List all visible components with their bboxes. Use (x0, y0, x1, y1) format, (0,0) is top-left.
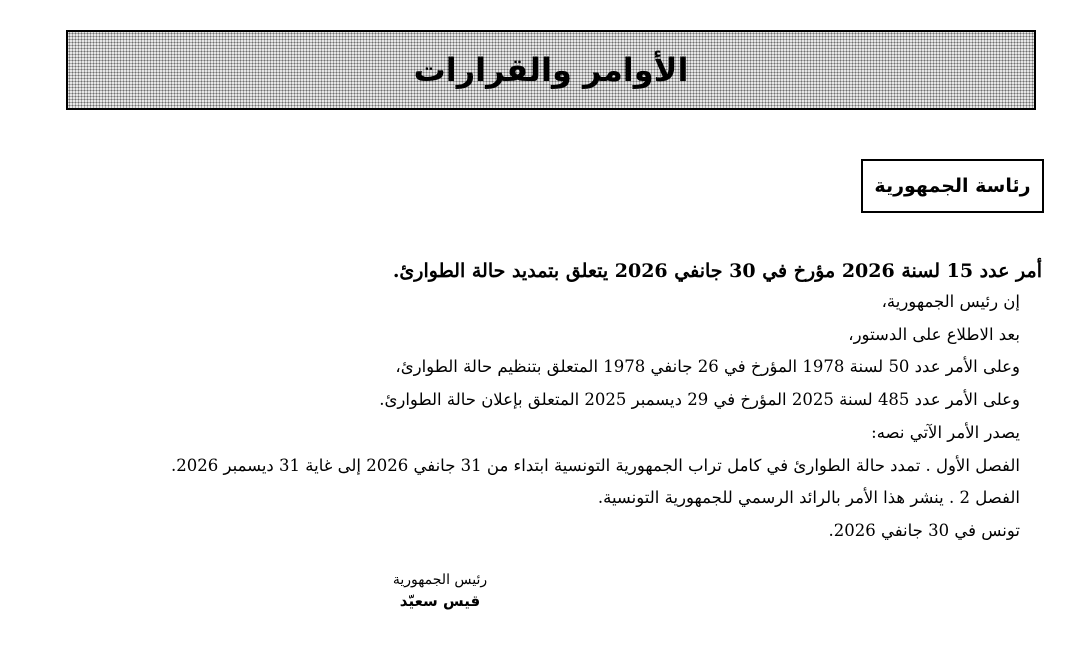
decree-title: أمر عدد 15 لسنة 2026 مؤرخ في 30 جانفي 2026 يتعلق بتمديد حالة الطوارئ. (392, 260, 1042, 282)
decree-body (82, 286, 1042, 548)
decree-line-reference-1978: وعلى الأمر عدد 50 لسنة 1978 المؤرخ في 26 جانفي 1978 المتعلق بتنظيم حالة الطوارئ، (395, 357, 1020, 377)
signature (360, 570, 520, 612)
section-banner (66, 30, 1036, 110)
issuer-title: رئاسة الجمهورية (874, 175, 1031, 197)
decree-line-constitution: بعد الاطلاع على الدستور، (848, 324, 1020, 344)
issuer-box (861, 159, 1044, 213)
decree-line-article-1: الفصل الأول . تمدد حالة الطوارئ في كامل تراب الجمهورية التونسية ابتداء من 31 جانفي 2026 إلى غاية 31 ديسمبر 2026. (171, 455, 1020, 475)
decree-line-article-2: الفصل 2 . ينشر هذا الأمر بالرائد الرسمي للجمهورية التونسية. (597, 488, 1020, 508)
decree-line-preamble: إن رئيس الجمهورية، (881, 292, 1020, 311)
signature-role: رئيس الجمهورية (392, 572, 488, 588)
signature-name: قيس سعيّد (399, 592, 481, 610)
decree-line-reference-2025: وعلى الأمر عدد 485 لسنة 2025 المؤرخ في 29 ديسمبر 2025 المتعلق بإعلان حالة الطوارئ. (379, 390, 1020, 410)
decree-line-enactment: يصدر الأمر الآتي نصه: (871, 422, 1020, 442)
decree (82, 256, 1042, 548)
section-title: الأوامر والقرارات (413, 51, 689, 89)
decree-line-place-date: تونس في 30 جانفي 2026. (828, 520, 1020, 540)
